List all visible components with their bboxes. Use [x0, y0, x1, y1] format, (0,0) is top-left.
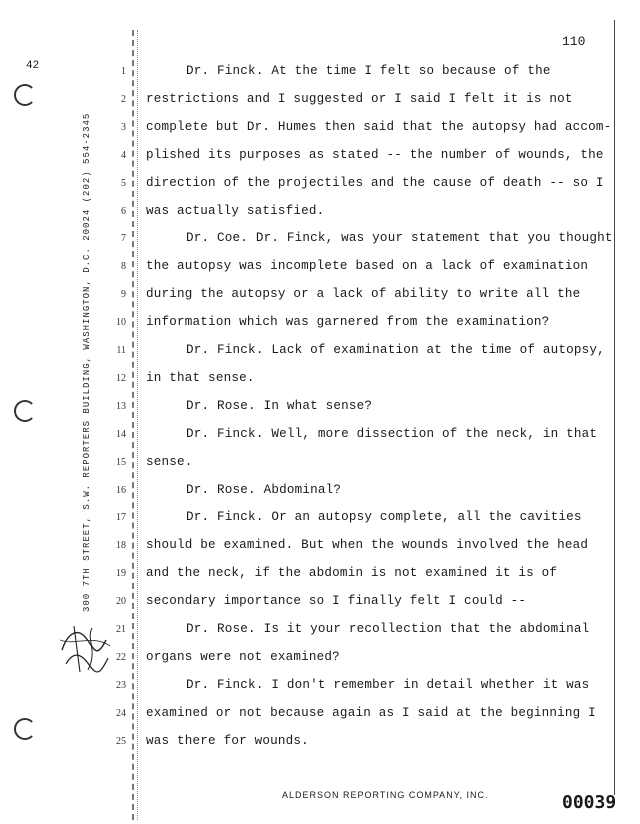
transcript-line: Dr. Finck. Lack of examination at the time of autopsy, — [186, 343, 605, 357]
line-number: 21 — [116, 624, 126, 635]
margin-number: 42 — [26, 60, 40, 72]
transcript-line: was there for wounds. — [146, 733, 309, 748]
reporting-company-footer: ALDERSON REPORTING COMPANY, INC. — [282, 790, 489, 800]
transcript-line: restrictions and I suggested or I said I felt it is not — [146, 91, 573, 106]
document-number: 00039 — [562, 792, 617, 813]
transcript-line: complete but Dr. Humes then said that the autopsy had accom- — [146, 119, 612, 134]
transcript-line: should be examined. But when the wounds involved the head — [146, 538, 589, 553]
punch-hole-icon — [14, 84, 36, 106]
transcript-line: during the autopsy or a lack of ability to write all the — [146, 287, 581, 302]
transcript-line: Dr. Rose. Is it your recollection that the abdominal — [186, 622, 590, 636]
line-number: 1 — [121, 66, 126, 77]
transcript-line: Dr. Finck. I don't remember in detail whether it was — [186, 677, 590, 692]
punch-hole-icon — [14, 400, 36, 422]
transcript-line: direction of the projectiles and the cause of death -- so I — [146, 175, 604, 190]
line-number: 18 — [116, 540, 126, 552]
transcript-line: Dr. Finck. Well, more dissection of the neck, in that — [186, 426, 598, 441]
transcript-line: secondary importance so I finally felt I could -- — [146, 594, 527, 609]
line-number: 17 — [116, 512, 126, 524]
line-number: 15 — [116, 456, 126, 468]
left-margin-rule-inner — [137, 30, 138, 820]
line-number: 25 — [116, 735, 126, 747]
line-number: 13 — [116, 400, 126, 412]
line-number: 23 — [116, 679, 126, 691]
transcript-line: examined or not because again as I said at the beginning I — [146, 705, 596, 720]
line-number: 24 — [116, 707, 126, 719]
transcript-line: Dr. Finck. Or an autopsy complete, all the cavities — [186, 510, 582, 525]
line-number: 22 — [116, 651, 126, 663]
line-number: 10 — [116, 317, 126, 329]
line-number: 12 — [116, 372, 126, 384]
line-number: 3 — [121, 121, 126, 133]
line-number: 9 — [121, 289, 126, 301]
transcript-line: Dr. Finck. At the time I felt so because of the — [186, 64, 551, 78]
transcript-line: organs were not examined? — [146, 649, 340, 664]
line-number: 19 — [116, 568, 126, 580]
line-number: 8 — [121, 261, 126, 273]
transcript-line: the autopsy was incomplete based on a lack of examination — [146, 259, 589, 274]
transcript-line: plished its purposes as stated -- the number of wounds, the — [146, 147, 604, 162]
line-number: 11 — [116, 345, 126, 356]
line-number: 4 — [121, 149, 126, 161]
transcript-line: in that sense. — [146, 370, 255, 385]
line-number: 2 — [121, 93, 126, 105]
line-number: 6 — [121, 205, 126, 217]
punch-hole-icon — [14, 718, 36, 740]
page-number: 110 — [562, 34, 586, 49]
line-number: 5 — [121, 177, 126, 189]
transcript-line: Dr. Rose. In what sense? — [186, 398, 373, 413]
transcript-line: sense. — [146, 454, 193, 469]
handwritten-mark-icon — [56, 620, 112, 678]
line-number: 14 — [116, 428, 126, 440]
left-margin-rule — [132, 30, 134, 820]
reporter-address: 300 7TH STREET, S.W. REPORTERS BUILDING, WASHINGTON, D.C. 20024 (202) 554-2345 — [82, 112, 92, 612]
transcript-line: was actually satisfied. — [146, 203, 325, 218]
right-margin-rule — [614, 20, 615, 795]
transcript-line: information which was garnered from the examination? — [146, 315, 550, 330]
line-number: 7 — [121, 233, 126, 245]
line-number: 16 — [116, 484, 126, 496]
line-number: 20 — [116, 596, 126, 608]
transcript-line: Dr. Coe. Dr. Finck, was your statement that you thought — [186, 231, 613, 246]
transcript-line: and the neck, if the abdomin is not examined it is of — [146, 566, 558, 581]
transcript-line: Dr. Rose. Abdominal? — [186, 482, 342, 497]
